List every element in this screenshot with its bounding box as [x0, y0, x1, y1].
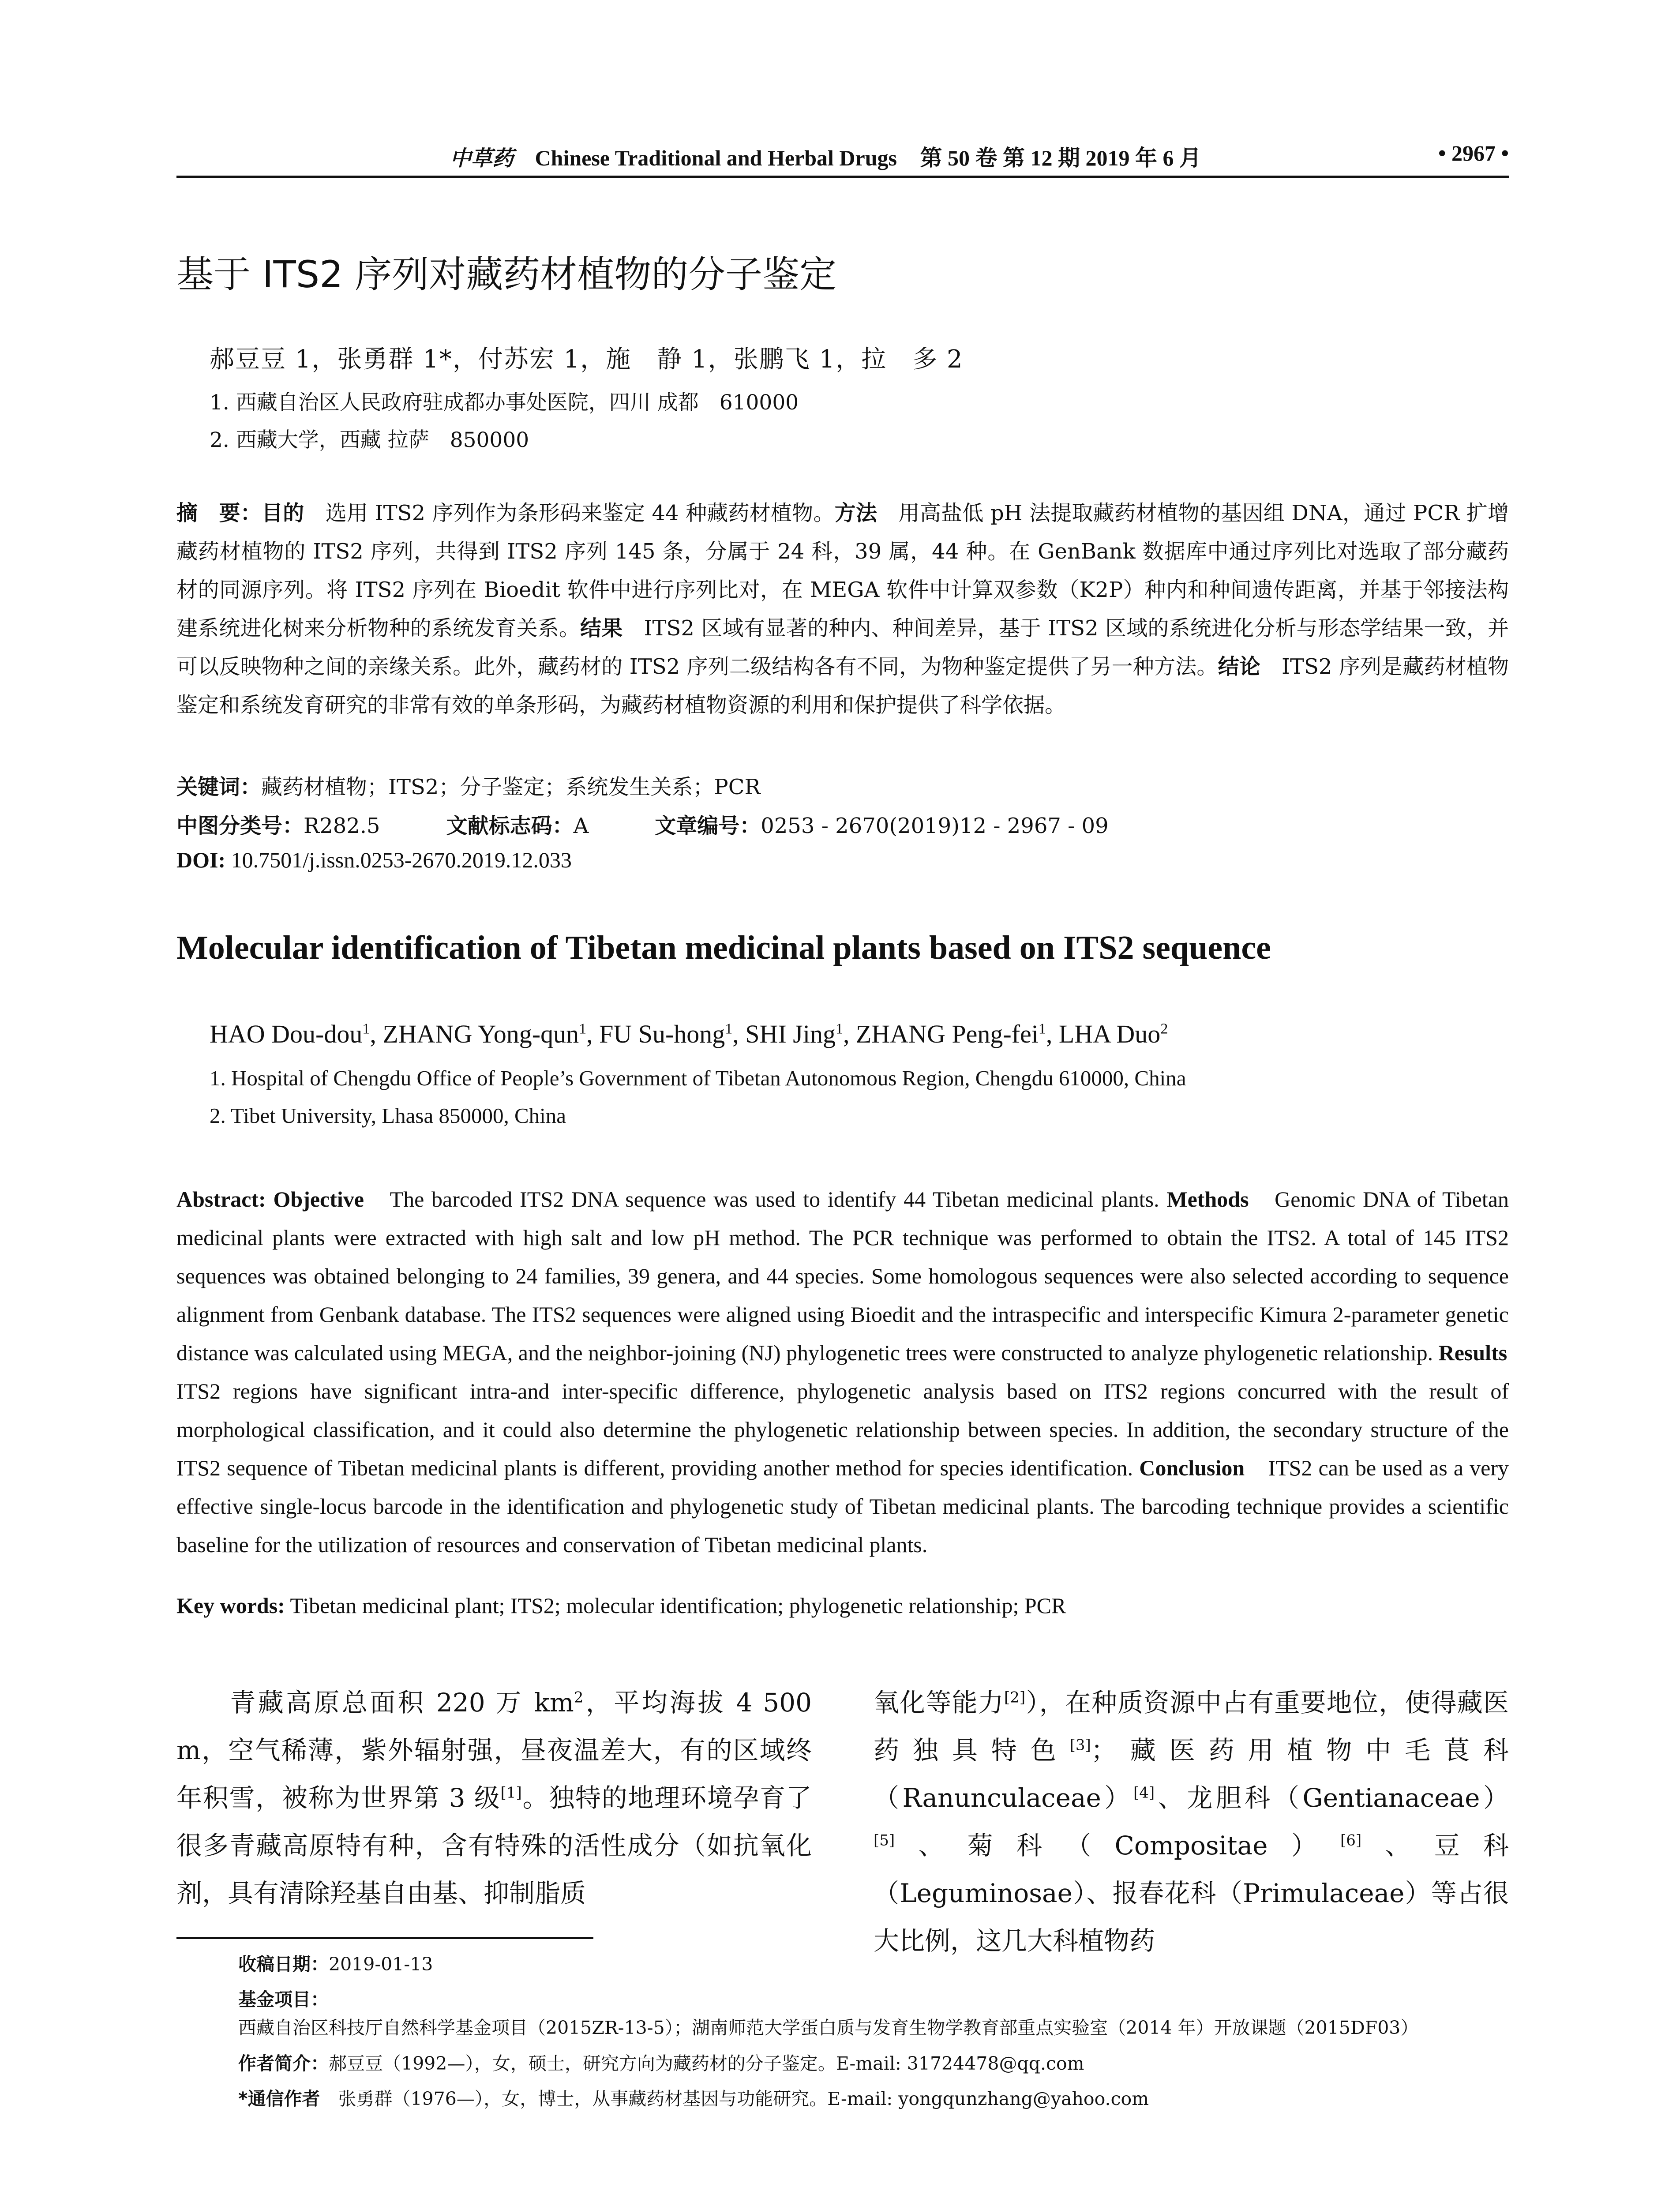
- affiliation-en-1: 1. Hospital of Chengdu Office of People’s Government of Tibetan Autonomous Region, Chengdu 610000, China: [210, 1066, 1186, 1090]
- received-label: 收稿日期：: [238, 1954, 329, 1975]
- article-no-label: 文章编号：: [655, 814, 761, 838]
- keywords-en: [176, 1593, 1066, 1618]
- body-text: 。独特的地理环境孕育了很多青藏高原特有种，含有特殊的活性成分（如抗氧化剂，具有清除羟基自由基、抑制脂质: [176, 1783, 812, 1908]
- affiliation-en-2: 2. Tibet University, Lhasa 850000, China: [210, 1103, 566, 1128]
- superscript: 2: [574, 1688, 584, 1707]
- body-text: 氧化等能力: [874, 1688, 1004, 1718]
- reference-marker[interactable]: [3]: [1069, 1736, 1091, 1754]
- clc-value: R282.5: [304, 814, 380, 838]
- funding-value: 西藏自治区科技厅自然科学基金项目（2015ZR-13-5）；湖南师范大学蛋白质与发育生物学教育部重点实验室（2014 年）开放课题（2015DF03）: [238, 2017, 1419, 2038]
- objective-en-text: The barcoded ITS2 DNA sequence was used to identify 44 Tibetan medicinal plants.: [364, 1187, 1167, 1212]
- author-en-name: SHI Jing: [745, 1020, 836, 1048]
- body-text: 、菊科（Compositae）: [895, 1831, 1340, 1861]
- body-column-left: [176, 1679, 812, 1917]
- objective-cn-label: 目的: [261, 501, 304, 525]
- doi-line: [176, 847, 572, 873]
- reference-marker[interactable]: [1]: [500, 1784, 522, 1802]
- methods-en-label: Methods: [1166, 1187, 1249, 1212]
- body-text: 、龙胆科（Gentianaceae）: [1155, 1783, 1509, 1813]
- methods-cn-text: 用高盐低 pH 法提取藏药材植物的基因组 DNA，通过 PCR 扩增藏药材植物的 ITS2 序列，共得到 ITS2 序列 145 条，分属于 24 科，39 属，44 种。在 GenBank 数据库中通过序列比对选取了部分藏药材的同源序列。将 ITS2 序列在 Bioedit 软件中进行序列比对，在 MEGA 软件中计算双参数（K2P）种内和种间遗传距离，并基于邻接法构建系统进化树来分析物种的系统发育关系。: [176, 501, 1509, 641]
- conclusion-en-text: ITS2 can be used as a very effective single-locus barcode in the identification and phylogenetic study of Tibetan medicinal plants. The barcoding technique provides a scientific baseline for the utilization of resources and conservation of Tibetan medicinal plants.: [176, 1456, 1509, 1557]
- title-en: Molecular identification of Tibetan medicinal plants based on ITS2 sequence: [176, 929, 1271, 966]
- page-number: • 2967 •: [1438, 141, 1509, 165]
- keywords-cn: [176, 770, 761, 800]
- author-en-name: ZHANG Peng-fei: [855, 1020, 1039, 1048]
- author-en-name: FU Su-hong: [599, 1020, 725, 1048]
- body-text: 、豆科（Leguminosae）、报春花科（Primulaceae）等占很大比例，这几大科植物药: [874, 1831, 1509, 1956]
- keywords-cn-label: 关键词：: [176, 775, 262, 799]
- corresponding-value: 张勇群（1976—），女，博士，从事藏药材基因与功能研究。E-mail: yongqunzhang@yahoo.com: [320, 2088, 1149, 2109]
- author-en-aff: 1: [835, 1020, 843, 1037]
- footnote-divider: [176, 1937, 593, 1939]
- body-text: ），在种质资源中占有重要地位，使得藏医药独具特色: [874, 1688, 1509, 1765]
- authors-en: HAO Dou-dou$^1$, ZHANG Yong-qun$^1$, FU Su-hong$^1$, SHI Jing$^1$, ZHANG Peng-fei$^1$, LHA Duo$^2$: [210, 1020, 1168, 1048]
- reference-marker[interactable]: [6]: [1340, 1831, 1362, 1850]
- author-en-name: HAO Dou-dou: [210, 1020, 363, 1048]
- author-en-aff: 1: [725, 1020, 733, 1037]
- authors-cn: 郝豆豆 1，张勇群 1*，付苏宏 1，施 静 1，张鹏飞 1，拉 多 2: [210, 345, 964, 374]
- reference-marker[interactable]: [4]: [1133, 1784, 1155, 1802]
- author-en-name: ZHANG Yong-qun: [382, 1020, 579, 1048]
- body-text: ，平均海拔 4 500 m，空气稀薄，紫外辐射强，昼夜温差大，有的区域终年积雪，被称为世界第 3 级: [176, 1688, 812, 1813]
- results-en-label: Results: [1438, 1340, 1508, 1365]
- received-value: 2019-01-13: [329, 1954, 433, 1975]
- results-cn-text: ITS2 区域有显著的种内、种间差异，基于 ITS2 区域的系统进化分析与形态学结果一致，并可以反映物种之间的亲缘关系。此外，藏药材的 ITS2 序列二级结构各有不同，为物种鉴定提供了另一种方法。: [176, 616, 1509, 679]
- footnote-author-bio: [238, 2049, 1509, 2078]
- corresponding-label: *通信作者: [238, 2088, 320, 2109]
- journal-name-cn: 中草药: [450, 146, 514, 171]
- reference-marker[interactable]: [2]: [1004, 1688, 1026, 1707]
- author-bio-label: 作者简介：: [238, 2053, 329, 2074]
- doi-value[interactable]: 10.7501/j.issn.0253-2670.2019.12.033: [225, 848, 572, 872]
- conclusion-cn-text: ITS2 序列是藏药材植物鉴定和系统发育研究的非常有效的单条形码，为藏药材植物资源的利用和保护提供了科学依据。: [176, 654, 1509, 717]
- body-text: ；藏医药用植物中毛茛科（Ranunculaceae）: [874, 1735, 1509, 1813]
- doc-code-value: A: [573, 814, 589, 838]
- author-bio-value: 郝豆豆（1992—），女，硕士，研究方向为藏药材的分子鉴定。E-mail: 31724478@qq.com: [329, 2053, 1084, 2074]
- abstract-en-label: Abstract: Objective: [176, 1187, 364, 1212]
- affiliation-cn-1: 1. 西藏自治区人民政府驻成都办事处医院，四川 成都 610000: [210, 390, 799, 415]
- article-no-value: 0253 - 2670(2019)12 - 2967 - 09: [761, 814, 1109, 838]
- author-en-aff: 1: [1038, 1020, 1046, 1037]
- title-cn: 基于 ITS2 序列对藏药材植物的分子鉴定: [176, 253, 837, 296]
- footnote-corresponding-author: [238, 2085, 1509, 2113]
- author-en-aff: 2: [1160, 1020, 1168, 1037]
- body-text: 青藏高原总面积 220 万 km: [228, 1688, 574, 1718]
- journal-name-en: Chinese Traditional and Herbal Drugs: [535, 146, 897, 170]
- reference-marker[interactable]: [5]: [874, 1831, 895, 1850]
- abstract-cn: [176, 494, 1509, 724]
- abstract-en: [176, 1180, 1530, 1564]
- funding-label: 基金项目：: [238, 1989, 329, 2010]
- footnote-received: [238, 1950, 1509, 1978]
- issue-info: 第 50 卷 第 12 期 2019 年 6 月: [920, 146, 1201, 170]
- running-header: [176, 140, 1509, 178]
- classification-line: [176, 809, 1109, 839]
- conclusion-cn-label: 结论: [1218, 654, 1260, 679]
- keywords-en-label: Key words:: [176, 1593, 285, 1618]
- footnote-funding: [238, 1985, 1509, 2042]
- journal-name: [450, 140, 1201, 172]
- results-cn-label: 结果: [580, 616, 623, 641]
- author-en-name: LHA Duo: [1058, 1020, 1161, 1048]
- affiliation-cn-2: 2. 西藏大学，西藏 拉萨 850000: [210, 428, 529, 452]
- methods-en-text: Genomic DNA of Tibetan medicinal plants were extracted with high salt and low pH method. The PCR technique was performed to obtain the ITS2. A total of 145 ITS2 sequences was obtained belonging to 24 families, 39 genera, and 44 species. Some homologous sequences were also selected according to sequence alignment from Genbank database. The ITS2 sequences were aligned using Bioedit and the intraspecific and interspecific Kimura 2-parameter genetic distance was calculated using MEGA, and the neighbor-joining (NJ) phylogenetic trees were constructed to analyze phylogenetic relationship.: [176, 1187, 1509, 1365]
- methods-cn-label: 方法: [834, 501, 878, 525]
- doc-code-label: 文献标志码：: [446, 814, 574, 838]
- doi-label: DOI:: [176, 848, 226, 872]
- keywords-en-value: Tibetan medicinal plant; ITS2; molecular identification; phylogenetic relationship; PCR: [285, 1593, 1066, 1618]
- author-en-aff: 1: [362, 1020, 370, 1037]
- keywords-cn-value: 藏药材植物；ITS2；分子鉴定；系统发生关系；PCR: [261, 775, 761, 799]
- results-en-text: ITS2 regions have significant intra-and inter-specific difference, phylogenetic analysis based on ITS2 regions concurred with the result of morphological classification, and it could also determine the phylogenetic relationship between species. In addition, the secondary structure of the ITS2 sequence of Tibetan medicinal plants is different, providing another method for species identification.: [176, 1340, 1530, 1480]
- body-column-right: [874, 1679, 1509, 1965]
- author-en-aff: 1: [579, 1020, 587, 1037]
- clc-label: 中图分类号：: [176, 814, 304, 838]
- abstract-cn-label: 摘 要：: [176, 501, 262, 525]
- conclusion-en-label: Conclusion: [1139, 1456, 1245, 1480]
- objective-cn-text: 选用 ITS2 序列作为条形码来鉴定 44 种藏药材植物。: [304, 501, 835, 525]
